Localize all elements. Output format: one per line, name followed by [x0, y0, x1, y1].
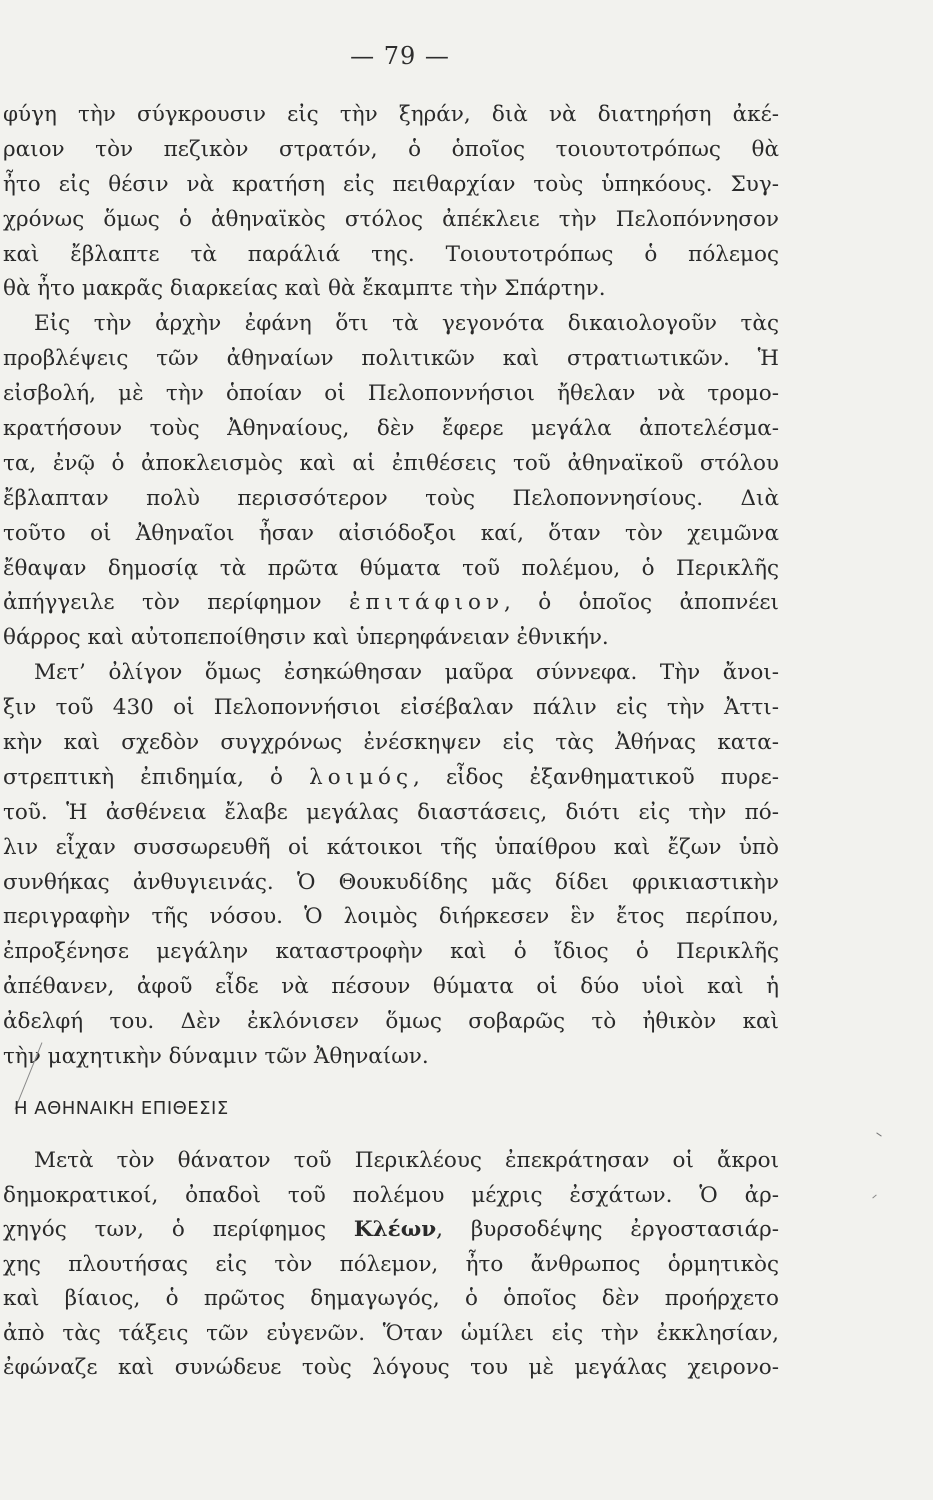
text-line: ἀπέθανεν, ἀφοῦ εἶδε νὰ πέσουν θύματα οἱ δύο υἱοὶ καὶ ἡ: [3, 974, 779, 1000]
text-line: Μετὰ τὸν θάνατον τοῦ Περικλέους ἐπεκράτησαν οἱ ἄκροι: [34, 1148, 779, 1173]
text-segment: ἀπήγγειλε τὸν περίφημον: [3, 590, 349, 616]
text-line: [3, 1213, 779, 1248]
text-line: [3, 761, 779, 796]
page-number: — 79 —: [350, 42, 450, 70]
text-line: Εἰς τὴν ἀρχὴν ἐφάνη ὅτι τὰ γεγονότα δικαιολογοῦν τὰς: [34, 311, 779, 337]
text-line: καὶ ἔβλαπτε τὰ παράλιά της. Τοιουτοτρόπως ὁ πόλεμος: [3, 241, 779, 267]
emphasized-term: ἐπιτάφιον: [349, 590, 505, 616]
text-line: ἐπροξένησε μεγάλην καταστροφὴν καὶ ὁ ἴδιος ὁ Περικλῆς: [3, 939, 779, 965]
text-line: ραιον τὸν πεζικὸν στρατόν, ὁ ὁποῖος τοιουτοτρόπως θὰ: [3, 136, 779, 162]
text-line: εἰσβολή, μὲ τὴν ὁποίαν οἱ Πελοποννήσιοι ἤθελαν νὰ τρομο-: [3, 381, 779, 407]
text-line: ἀδελφή του. Δὲν ἐκλόνισεν ὅμως σοβαρῶς τὸ ἠθικὸν καὶ: [3, 1009, 779, 1035]
text-line: χρόνως ὅμως ὁ ἀθηναϊκὸς στόλος ἀπέκλειε τὴν Πελοπόννησον: [3, 206, 779, 232]
body-text: [3, 98, 779, 1075]
text-line: περιγραφὴν τῆς νόσου. Ὁ λοιμὸς διήρκεσεν ἓν ἔτος περίπου,: [3, 904, 779, 930]
margin-mark: [876, 1132, 881, 1136]
text-line: [3, 586, 779, 621]
text-line: φύγη τὴν σύγκρουσιν εἰς τὴν ξηράν, διὰ νὰ διατηρήση ἀκέ-: [3, 102, 779, 127]
text-line: τα, ἐνῷ ὁ ἀποκλεισμὸς καὶ αἱ ἐπιθέσεις τοῦ ἀθηναϊκοῦ στόλου: [3, 450, 779, 476]
text-line: λιν εἶχαν συσσωρευθῆ οἱ κάτοικοι τῆς ὑπαίθρου καὶ ἔζων ὑπὸ: [3, 834, 779, 860]
section-text: [3, 1144, 779, 1386]
text-line: ἦτο εἰς θέσιν νὰ κρατήση εἰς πειθαρχίαν τοὺς ὑπηκόους. Συγ-: [3, 171, 779, 197]
emphasized-term: λοιμός: [309, 764, 414, 790]
text-line: ἐφώναζε καὶ συνώδευε τοὺς λόγους του μὲ μεγάλας χειρονο-: [3, 1355, 779, 1380]
emphasized-name: Κλέων: [353, 1217, 437, 1242]
text-line: χης πλουτήσας εἰς τὸν πόλεμον, ἦτο ἄνθρωπος ὁρμητικὸς: [3, 1251, 779, 1277]
text-line: καὶ βίαιος, ὁ πρῶτος δημαγωγός, ὁ ὁποῖος δὲν προήρχετο: [3, 1286, 779, 1311]
text-segment: χηγός των, ὁ περίφημος: [3, 1217, 354, 1242]
text-line: τοῦτο οἱ Ἀθηναῖοι ἦσαν αἰσιόδοξοι καί, ὅταν τὸν χειμῶνα: [3, 520, 779, 546]
text-line: θάρρος καὶ αὐτοπεποίθησιν καὶ ὑπερηφάνειαν ἐθνικήν.: [3, 625, 609, 651]
text-line: προβλέψεις τῶν ἀθηναίων πολιτικῶν καὶ στρατιωτικῶν. Ἡ: [3, 346, 779, 372]
text-line: ἔβλαπταν πολὺ περισσότερον τοὺς Πελοποννησίους. Διὰ: [3, 485, 779, 511]
text-segment: , ὁ ὁποῖος ἀποπνέει: [504, 590, 779, 616]
text-line: Μετ’ ὀλίγον ὅμως ἐσηκώθησαν μαῦρα σύννεφα. Τὴν ἄνοι-: [34, 660, 779, 686]
text-line: ξιν τοῦ 430 οἱ Πελοποννήσιοι εἰσέβαλαν πάλιν εἰς τὴν Ἀττι-: [3, 695, 779, 721]
text-line: θὰ ἦτο μακρᾶς διαρκείας καὶ θὰ ἔκαμπτε τὴν Σπάρτην.: [3, 276, 606, 302]
text-line: κρατήσουν τοὺς Ἀθηναίους, δὲν ἔφερε μεγάλα ἀποτελέσμα-: [3, 416, 779, 442]
text-line: τοῦ. Ἡ ἀσθένεια ἔλαβε μεγάλας διαστάσεις, διότι εἰς τὴν πό-: [3, 799, 779, 825]
text-line: συνθήκας ἀνθυγιεινάς. Ὁ Θουκυδίδης μᾶς δίδει φρικιαστικὴν: [3, 869, 779, 895]
margin-mark: [872, 1195, 876, 1199]
text-segment: , βυρσοδέψης ἐργοστασιάρ-: [436, 1217, 779, 1242]
text-segment: , εἶδος ἐξανθηματικοῦ πυρε-: [413, 764, 779, 790]
text-line: κὴν καὶ σχεδὸν συγχρόνως ἐνέσκηψεν εἰς τὰς Ἀθήνας κατα-: [3, 730, 779, 756]
text-line: δημοκρατικοί, ὀπαδοὶ τοῦ πολέμου μέχρις ἐσχάτων. Ὁ ἀρ-: [3, 1182, 779, 1208]
text-segment: στρεπτικὴ ἐπιδημία, ὁ: [3, 764, 310, 790]
section-heading: Η ΑΘΗΝΑΙΚΗ ΕΠΙΘΕΣΙΣ: [14, 1098, 229, 1119]
text-line: ἀπὸ τὰς τάξεις τῶν εὐγενῶν. Ὅταν ὡμίλει εἰς τὴν ἐκκλησίαν,: [3, 1320, 779, 1346]
text-line: τὴν μαχητικὴν δύναμιν τῶν Ἀθηναίων.: [3, 1044, 429, 1070]
text-line: ἔθαψαν δημοσίᾳ τὰ πρῶτα θύματα τοῦ πολέμου, ὁ Περικλῆς: [3, 555, 779, 581]
